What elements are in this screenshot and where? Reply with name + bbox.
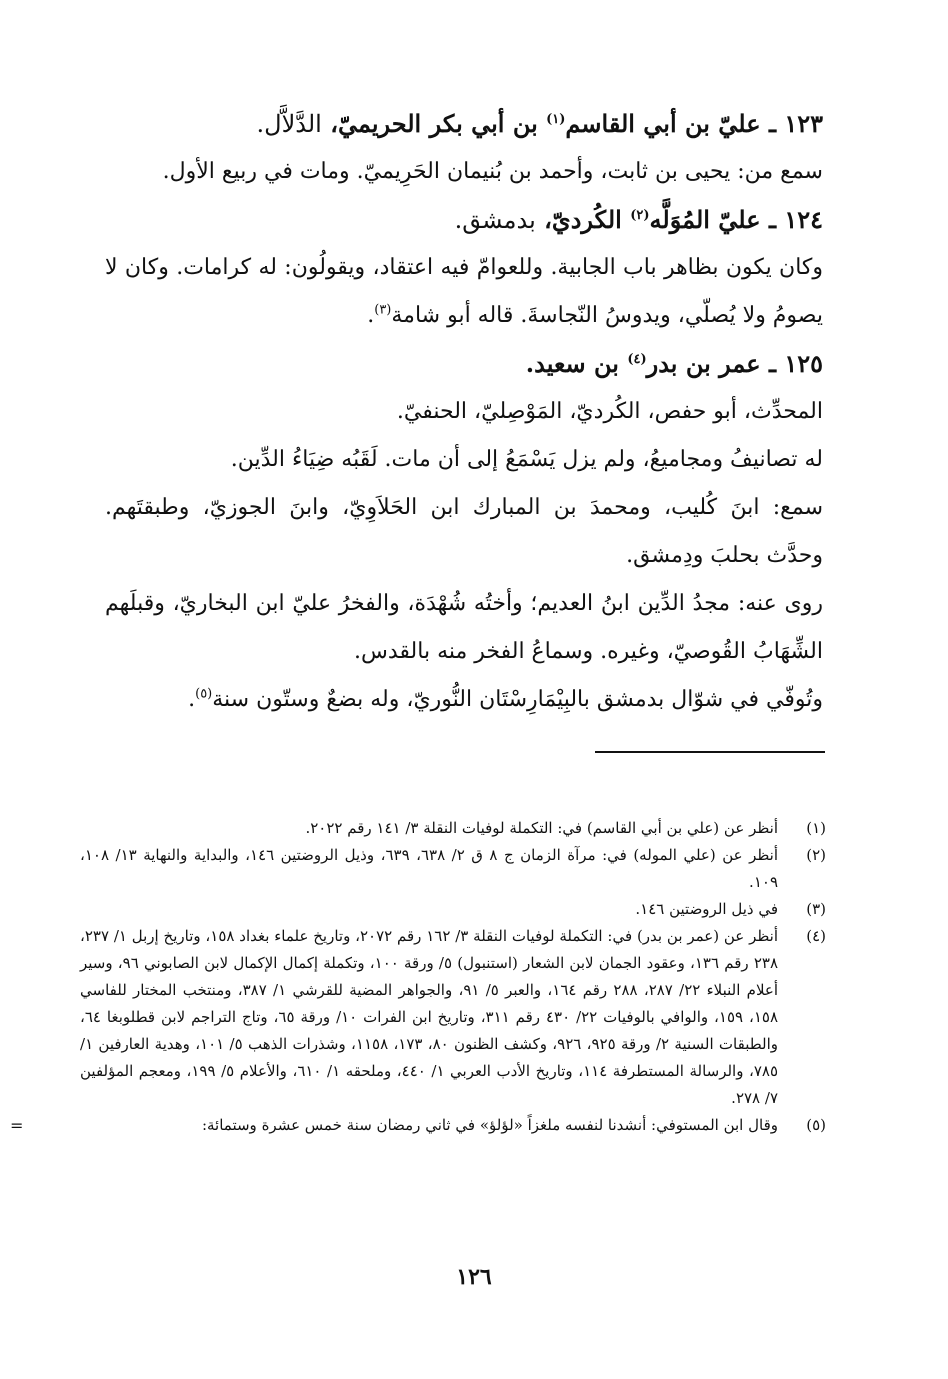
footnote-5 bbox=[10, 1112, 830, 1139]
entry-trailer: بدمشق. bbox=[454, 206, 536, 234]
paragraph-text: وتُوفّي في شوّال بدمشق بالبِيْمَارِسْتَان النُّوريّ، وله بضعٌ وستّون سنة bbox=[212, 687, 823, 712]
entry-heading-125 bbox=[105, 340, 823, 388]
footnote-ref[interactable]: (٤) bbox=[627, 352, 647, 367]
entry-paragraph: سمع من: يحيى بن ثابت، وأحمد بن بُنيمان الحَرِيميّ. ومات في ربيع الأول. bbox=[162, 159, 823, 184]
footnote-text: في ذيل الروضتين ١٤٦. bbox=[635, 900, 778, 918]
period: . bbox=[367, 303, 375, 328]
page-number: ١٢٦ bbox=[456, 1264, 492, 1290]
entry-paragraph bbox=[105, 676, 823, 724]
entry-paragraph: روى عنه: مجدُ الدِّين ابنُ العديم؛ وأختُه شُهْدَة، والفخرُ عليّ ابن البخاريّ، وقبلَهم الشِّهَابُ القُوصيّ، وغيره. وسماعُ الفخر منه بالقدس. bbox=[105, 591, 823, 664]
entry-name-continued: بن سعيد. bbox=[525, 349, 619, 378]
footnote-number: (٢) bbox=[806, 846, 826, 864]
footnote-ref[interactable]: (١) bbox=[546, 112, 566, 127]
entry-number: ١٢٥ ـ bbox=[768, 349, 823, 378]
entry-name: عليّ بن أبي القاسم bbox=[565, 109, 761, 138]
period: . bbox=[188, 687, 196, 712]
footnote-ref[interactable]: (٣) bbox=[374, 302, 392, 318]
continuation-mark: = bbox=[10, 1116, 24, 1135]
entry-name: عليّ المُوَلَّه bbox=[649, 205, 761, 234]
footnote-text: أنظر عن (عمر بن بدر) في: التكملة لوفيات النقلة ٣/ ١٦٢ رقم ٢٠٧٢، وتاريخ علماء بغداد ١٥٨، وتاريخ إربل ١/ ٢٣٧، ٢٣٨ رقم ١٣٦، وعقود الجمان لابن الشعار (استنبول) ٥/ ورقة ١٠٠، وتكملة إكمال الإكمال لابن الصابوني ٩٦، وسير أعلام النبلاء ٢٢/ ٢٨٧، ٢٨٨ رقم ١٦٤، والعبر ٥/ ٩١، والجواهر المضية للقرشي ١/ ٣٨٧، ومنتخب المختار للفاسي ١٥٨، ١٥٩، والوافي بالوفيات ٢٢/ ٤٣٠ رقم ٣١١، وتاريخ ابن الفرات ١٠/ ورقة ٦٥، وتاج التراجم لابن قطلوبغا ٦٤، والطبقات السنية ٢/ ورقة ٩٢٥، ٩٢٦، وكشف الظنون ٨٠، ١٧٣، ١١٥٨، وشذرات الذهب ٥/ ١٠١، وهدية العارفين ١/ ٧٨٥، والرسالة المستطرفة ١١٤، وتاريخ الأدب العربي ١/ ٤٤٠، وملحقه ١/ ٦١٠، والأعلام ٥/ ١٩٩، ومعجم المؤلفين ٧/ ٢٧٨. bbox=[80, 927, 779, 1107]
entry-number: ١٢٣ ـ bbox=[768, 109, 823, 138]
entry-number: ١٢٤ ـ bbox=[768, 205, 823, 234]
entry-heading-123 bbox=[105, 100, 823, 148]
entry-name-continued: بن أبي بكر الحريميّ، bbox=[330, 109, 538, 138]
entry-trailer: الدَّلاَّل. bbox=[256, 110, 322, 138]
entry-name-continued: الكُرديّ، bbox=[544, 205, 622, 234]
footnote-text: أنظر عن (علي الموله) في: مرآة الزمان ج ٨ ق ٢/ ٦٣٨، ٦٣٩، وذيل الروضتين ١٤٦، والبداية والنهاية ١٣/ ١٠٨، ١٠٩. bbox=[80, 846, 779, 891]
footnote-4 bbox=[80, 923, 830, 1112]
paragraph-text: وكان يكون بظاهر باب الجابية. وللعوامّ فيه اعتقاد، ويقولُون: له كرامات. وكان لا يصومُ ولا يُصلّي، ويدوسُ النّجاسةَ. قاله أبو شامة bbox=[105, 255, 823, 328]
footnote-number: (٥) bbox=[806, 1116, 826, 1134]
footnote-ref[interactable]: (٥) bbox=[195, 686, 213, 702]
footnote-3 bbox=[80, 896, 830, 923]
footnotes bbox=[10, 815, 830, 1139]
entry-name: عمر بن بدر bbox=[646, 349, 761, 378]
footnote-text: أنظر عن (علي بن أبي القاسم) في: التكملة لوفيات النقلة ٣/ ١٤١ رقم ٢٠٢٢. bbox=[305, 819, 778, 837]
entry-heading-124 bbox=[105, 196, 823, 244]
footnote-2 bbox=[80, 842, 830, 896]
footnote-1 bbox=[80, 815, 830, 842]
footnote-separator bbox=[595, 751, 825, 753]
entry-paragraph bbox=[105, 244, 823, 340]
footnote-text: وقال ابن المستوفي: أنشدنا لنفسه ملغزاً «لؤلؤ» في ثاني رمضان سنة خمس عشرة وستمائة: bbox=[201, 1116, 778, 1134]
entry-paragraph: المحدِّث، أبو حفص، الكُرديّ، المَوْصِليّ، الحنفيّ. bbox=[396, 399, 823, 424]
footnote-ref[interactable]: (٢) bbox=[630, 208, 650, 223]
footnote-number: (١) bbox=[806, 819, 826, 837]
entry-paragraph: له تصانيفُ ومجاميعُ، ولم يزل يَسْمَعُ إلى أن مات. لَقَبُه ضِيَاءُ الدِّين. bbox=[230, 447, 823, 472]
footnote-number: (٤) bbox=[806, 927, 826, 945]
entry-paragraph: سمع: ابنَ كُليب، ومحمدَ بن المبارك ابن الحَلاَوِيّ، وابنَ الجوزيّ، وطبقتَهم. وحدَّث بحلبَ ودِمشق. bbox=[105, 495, 823, 568]
main-text bbox=[105, 100, 823, 724]
footnote-number: (٣) bbox=[806, 900, 826, 918]
